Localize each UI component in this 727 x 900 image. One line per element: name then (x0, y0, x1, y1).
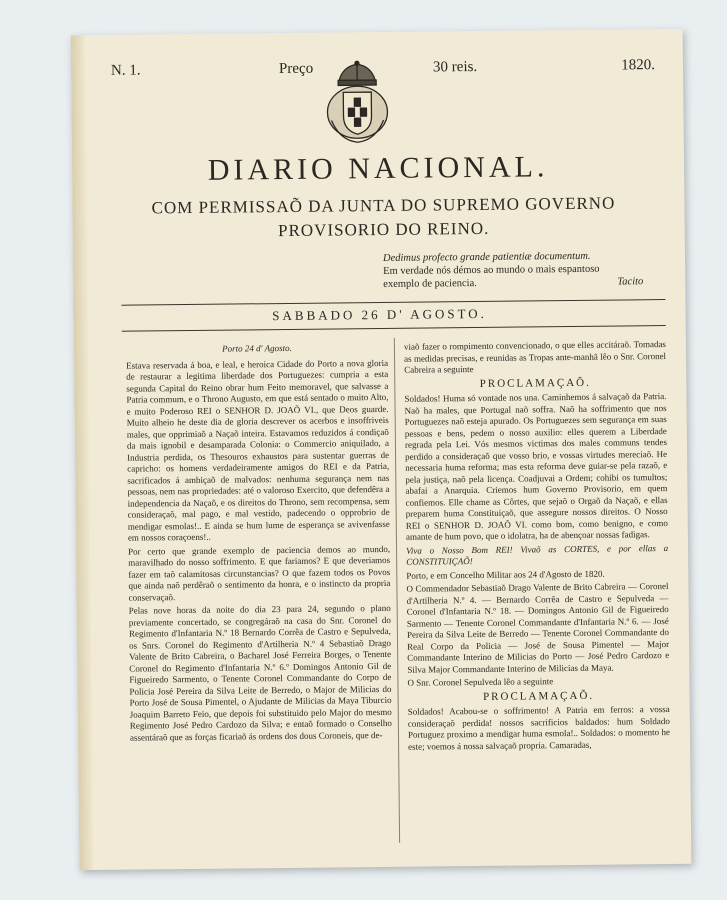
subtitle-line-1: COM PERMISSAÕ DA JUNTA DO SUPREMO GOVERNO (151, 193, 616, 218)
column-divider (394, 338, 400, 843)
newspaper-title: DIARIO NACIONAL. (207, 150, 549, 187)
bottom-rule (122, 325, 666, 332)
article-paragraph: Estava reservada á boa, e leal, e heroica Cidade do Porto a nova gloria de restaurar a legitima liberdade dos Portuguezes: cumpria a esta segunda Capital do Reino obrar hum Feito memoravel, que salvasse a Patria commum, e o Throno Augusto, em que está sentado o muito Alto, e muito Poderoso REI o SENHOR D. JOAÕ VI., que Deos guarde. Muito alheio he deste dia de gloria descrever os acerbos e insoffriveis males, que opprimiaõ a Naçaõ inteira. Estavamos reduzidos á condiçaõ da mais ignobil e desamparada Colonia: o Commercio aniquilado, a Industria perdida, os Thesouros exhaustos para sustentar guerras de capricho: os homens verdadeiramente amigos do REI e da Patria, sacrificados á ambiçaõ de malvados: nenhuma segurança nem nas pessoas, nem nas propriedades: até o valoroso Exercito, que defendêra a independencia da Naçaõ, e os direitos do Throno, sem recompensa, sem consideraçaõ, mal pago, e mal vestido, padecendo o opprobrio de mendigar esmolas!.. E ainda se hum lume de esperança se avivenfasse em nossos coraçoens!.. (126, 357, 390, 543)
subtitle-line-2: PROVISORIO DO REINO. (277, 218, 490, 241)
epigraph-author: Tacito (617, 276, 644, 288)
subtitle (102, 191, 664, 245)
epigraph (383, 249, 643, 291)
issue-number: N. 1. (110, 62, 141, 79)
price-label: Preço (278, 60, 314, 78)
proclamation-date: Porto, e em Concelho Militar aos 24 d'Agosto de 1820. (406, 568, 605, 581)
newspaper-page (71, 29, 692, 870)
right-column (404, 339, 670, 755)
proclamation-text: Soldados! Huma só vontade nos una. Caminhemos á salvaçaõ da Patria. Naõ ha males, que Portugal naõ soffra. Naõ ha soffrimento que nos Portuguezes naõ esteja apurado. Os Portuguezes sem segurança em suas pessoas e bens, pedem o nosso auxilio: elles querem a Liberdade regrada pela Lei. Vós mesmos victimas dos males communs tendes perdido a consideraçaõ que vosso brio, e vossas virtudes mereciaõ. He necessaria huma reforma; mas esta reforma deve guiar-se pela razaõ, e pela justiça, naõ pela licença. Coadjuvai a Ordem; cohibi os tumultos; abafai a Anarquia. Criemos hum Governo Provisorio, em quem confiemos. Elle chame as Côrtes, que sejaõ o Orgaõ da Naçaõ, e ellas preparem huma Constituiçaõ, que assegure nossos direitos. O Nosso REI o SENHOR D. JOAÕ VI. como bom, como benigno, e como amante de hum povo, que o idolatra, ha de abençoar nossas fadigas. (404, 391, 668, 542)
article-paragraph: Pelas nove horas da noite do dia 23 para 24, segundo o plano previamente concertado, se congregáraõ na casa do Snr. Coronel do Regimento d'Infantaria N.º 18 Bernardo Corrêa de Castro e Sepulveda, os Snrs. Coronel do Regimento d'Artilheria N.º 4 Sebastiaõ Drago Valente de Brito Cabreira, o Bacharel José Ferreira Borges, o Tenente Coronel do Regimento d'Infantaria N.º 6.º Domingos Antonio Gil de Figueiredo Sarmento, o Tenente Coronel Commandante do Corpo de Policia José Pereira da Silva Leite de Berredo, o Major de Milicias do Porto José de Sousa Pimentel, o Ajudante de Milicias da Maya Tiburcio Joaquim Barreto Feio, que depois foi substituido pelo Major do mesmo Regimento José Pedro Cardozo da Silva; e entaõ formado o Conselho assentáraõ que as forças ficariaõ ás ordens dos dous Coroneis, que de- (128, 602, 392, 743)
price-value: 30 reis. (432, 58, 478, 76)
dateline: Porto 24 d' Agosto. (221, 342, 292, 354)
epigraph-latin: Dedimus profecto grande patientiæ documentum. (382, 250, 591, 264)
signatories: O Commendador Sebastiaõ Drago Valente de Brito Cabreira — Coronel d'Artilheria N.º 4. — Bernardo Corrêa de Castro e Sepulveda — Coronel d'Infantaria N.º 18. — Domingos Antonio Gil de Figueiredo Sarmento — Tenente Coronel Commandante d'Infantaria N.º 6. — José Pereira da Silva Leite de Berredo — Tenente Coronel Commandante do Real Corpo da Policia — José de Sousa Pimentel — Major Commandante Interino de Milicias do Porto — José Pedro Cardozo e Silva Major Commandante Interino de Milicias da Maya. (406, 580, 670, 675)
proclamation-cheer-text: Viva o Nosso Bom REI! Vivaõ as CORTES, e por ellas a CONSTITUIÇAÕ! (406, 542, 669, 567)
proclamation-cheer (406, 542, 668, 568)
proclamation-text: Soldados! Acabou-se o soffrimento! A Patria em ferros: a vossa consideraçaõ perdida! nossos sacrificios baldados: hum Soldado Portuguez proximo a mendigar huma esmola!.. Soldados: o momento he este; voemos á nossa salvaçaõ propria. Camaradas, (407, 703, 671, 752)
article-paragraph: viaõ fazer o rompimento convencionado, o que elles accitáraõ. Tomadas as medidas precisas, e reunidas as Tropas ante-manhã lêo o Snr. Coronel Cabreira a seguinte (403, 339, 667, 375)
year: 1820. (621, 57, 656, 74)
royal-crest-icon (321, 60, 394, 147)
left-column (126, 342, 392, 746)
article-paragraph: Por certo que grande exemplo de paciencia demos ao mundo, maravilhado do nosso soffrimento. E que fariamos? E que deveriamos fazer em taõ calamitosas circunstancias? O que fazem todos os Povos que ainda naõ perdêraõ o sentimento da honra, e o instincto da propria conservaçaõ. (127, 543, 391, 603)
proclamation-heading: PROCLAMAÇAÕ. (482, 689, 595, 703)
article-paragraph: O Snr. Coronel Sepulveda lêo a seguinte (407, 676, 554, 688)
epigraph-translation-1: Em verdade nós démos ao mundo o mais espantoso (383, 263, 600, 277)
issue-date: SABBADO 26 D' AGOSTO. (272, 305, 487, 324)
epigraph-translation-2 (383, 275, 643, 291)
proclamation-heading: PROCLAMAÇAÕ. (479, 376, 591, 390)
epigraph-translation-2-text: exemplo de paciencia. (383, 277, 477, 290)
